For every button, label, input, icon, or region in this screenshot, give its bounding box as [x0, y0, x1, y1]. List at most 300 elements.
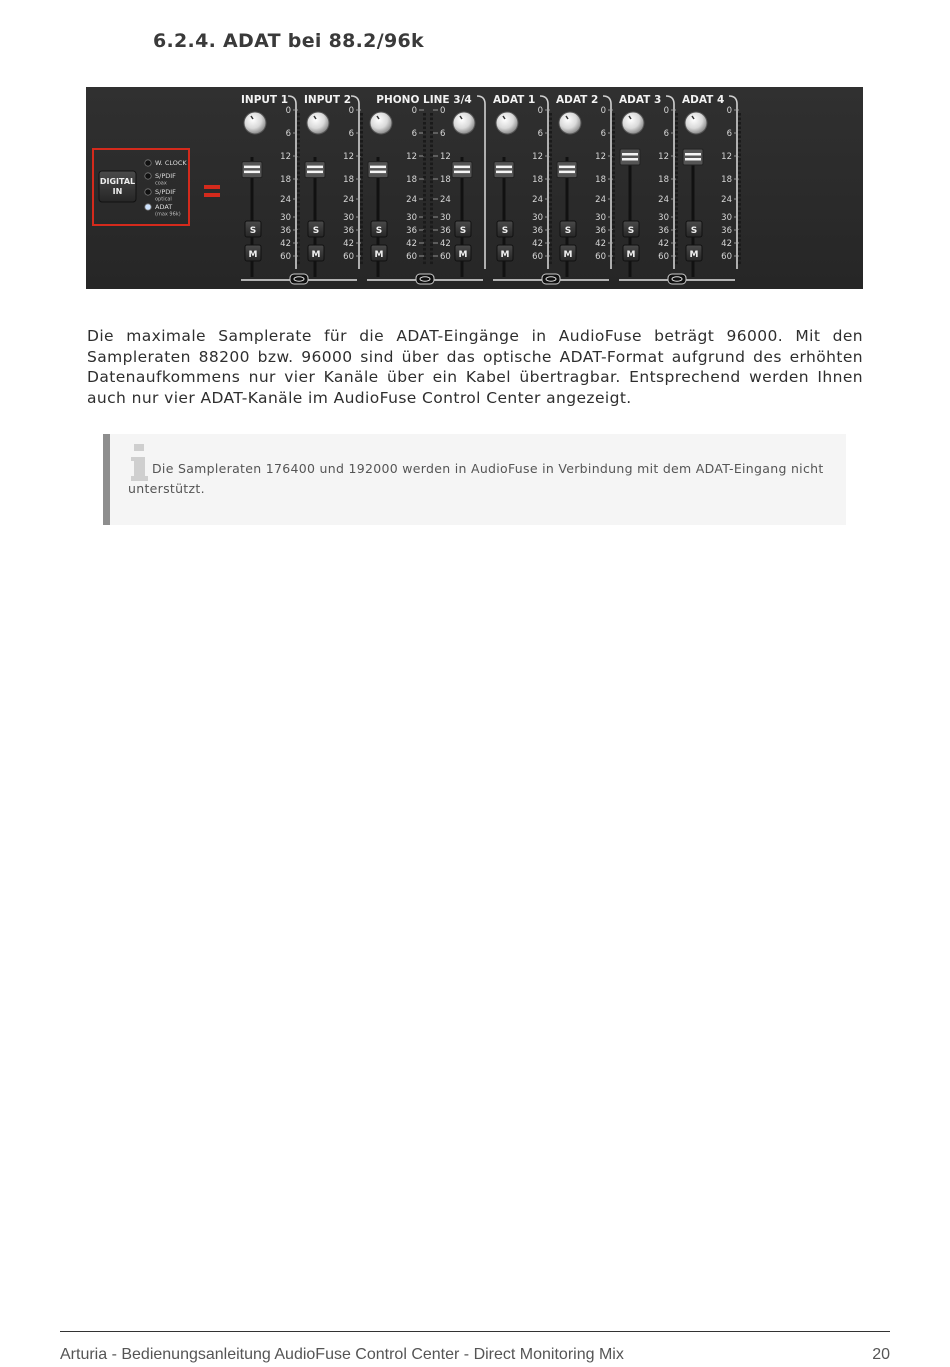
meter-segment: [612, 172, 615, 175]
scale-label: 12: [721, 152, 732, 162]
meter-segment: [549, 149, 552, 152]
meter-segment: [297, 262, 300, 265]
meter-segment: [430, 226, 433, 229]
meter-segment: [612, 239, 615, 242]
channel-label: ADAT 4: [682, 94, 725, 106]
meter-segment: [430, 244, 433, 247]
fader-cap-line: [454, 166, 470, 169]
meter-segment: [297, 208, 300, 211]
meter-segment: [423, 235, 426, 238]
meter-segment: [738, 140, 741, 143]
clock-option-label: S/PDIF: [155, 188, 176, 196]
meter-segment: [549, 226, 552, 229]
scale-label: 0: [348, 106, 354, 116]
meter-segment: [360, 244, 363, 247]
scale-label: 0: [285, 106, 291, 116]
meter-segment: [423, 203, 426, 206]
scale-label: 24: [440, 195, 451, 205]
meter-segment: [297, 257, 300, 260]
clock-option-sublabel: coax: [155, 180, 167, 187]
scale-label: 24: [280, 195, 291, 205]
meter-segment: [423, 262, 426, 265]
meter-segment: [360, 199, 363, 202]
meter-segment: [738, 190, 741, 193]
meter-segment: [360, 248, 363, 251]
meter-segment: [549, 145, 552, 148]
meter-segment: [297, 235, 300, 238]
meter-segment: [423, 131, 426, 134]
gain-knob[interactable]: [307, 112, 329, 134]
meter-segment: [612, 221, 615, 224]
scale-label: 12: [280, 152, 291, 162]
meter-segment: [430, 221, 433, 224]
meter-segment: [430, 118, 433, 121]
scale-label: 42: [280, 239, 291, 249]
meter-segment: [675, 181, 678, 184]
meter-segment: [423, 253, 426, 256]
channel-label: INPUT 1: [241, 94, 289, 106]
meter-segment: [738, 176, 741, 179]
scale-label: 6: [440, 129, 446, 139]
meter-segment: [738, 230, 741, 233]
meter-segment: [297, 190, 300, 193]
meter-segment: [675, 118, 678, 121]
meter-segment: [675, 203, 678, 206]
meter-segment: [360, 203, 363, 206]
scale-label: 36: [406, 226, 417, 236]
link-icon[interactable]: [416, 274, 434, 284]
meter-segment: [738, 163, 741, 166]
meter-segment: [360, 158, 363, 161]
meter-segment: [738, 118, 741, 121]
scale-label: 60: [280, 252, 291, 262]
meter-segment: [549, 122, 552, 125]
mute-label: M: [311, 250, 321, 260]
meter-segment: [675, 190, 678, 193]
clock-option-label: S/PDIF: [155, 172, 176, 180]
meter-segment: [423, 118, 426, 121]
meter-segment: [430, 262, 433, 265]
meter-segment: [675, 158, 678, 161]
meter-segment: [297, 118, 300, 121]
meter-segment: [360, 172, 363, 175]
gain-knob[interactable]: [453, 112, 475, 134]
meter-segment: [430, 172, 433, 175]
scale-label: 36: [595, 226, 606, 236]
meter-segment: [360, 136, 363, 139]
meter-segment: [430, 167, 433, 170]
digital-in-label: IN: [112, 187, 123, 196]
scale-label: 24: [343, 195, 354, 205]
fader-cap-line: [370, 171, 386, 174]
meter-segment: [297, 127, 300, 130]
solo-label: S: [312, 226, 320, 236]
scale-label: 0: [537, 106, 543, 116]
meter-segment: [549, 244, 552, 247]
fader-cap[interactable]: [452, 162, 472, 178]
page-number: 20: [872, 1346, 890, 1363]
meter-segment: [738, 131, 741, 134]
fader-cap-line: [622, 153, 638, 156]
meter-segment: [738, 203, 741, 206]
meter-segment: [360, 176, 363, 179]
meter-segment: [612, 226, 615, 229]
meter-segment: [360, 122, 363, 125]
meter-segment: [738, 181, 741, 184]
meter-segment: [738, 199, 741, 202]
fader-cap[interactable]: [242, 162, 262, 178]
scale-label: 30: [406, 213, 417, 223]
meter-segment: [675, 145, 678, 148]
scale-label: 60: [343, 252, 354, 262]
scale-label: 30: [658, 213, 669, 223]
scale-label: 18: [595, 175, 606, 185]
fader-cap[interactable]: [494, 162, 514, 178]
meter-segment: [360, 262, 363, 265]
meter-segment: [675, 167, 678, 170]
meter-segment: [549, 257, 552, 260]
meter-segment: [738, 226, 741, 229]
scale-label: 42: [721, 239, 732, 249]
scale-label: 30: [440, 213, 451, 223]
scale-label: 0: [663, 106, 669, 116]
meter-segment: [549, 239, 552, 242]
gain-knob[interactable]: [496, 112, 518, 134]
clock-option-led[interactable]: [145, 204, 151, 210]
meter-segment: [297, 248, 300, 251]
meter-segment: [612, 176, 615, 179]
link-icon[interactable]: [542, 274, 560, 284]
meter-segment: [297, 122, 300, 125]
meter-segment: [549, 172, 552, 175]
gain-knob[interactable]: [685, 112, 707, 134]
meter-segment: [549, 140, 552, 143]
meter-segment: [423, 122, 426, 125]
meter-segment: [430, 190, 433, 193]
meter-segment: [612, 122, 615, 125]
meter-segment: [612, 127, 615, 130]
meter-segment: [430, 140, 433, 143]
fader-cap[interactable]: [683, 149, 703, 165]
fader-cap-line: [622, 158, 638, 161]
meter-segment: [612, 208, 615, 211]
mute-label: M: [500, 250, 510, 260]
gain-knob[interactable]: [370, 112, 392, 134]
meter-segment: [297, 140, 300, 143]
channel-label: ADAT 2: [556, 94, 599, 106]
meter-segment: [423, 145, 426, 148]
fader-cap[interactable]: [557, 162, 577, 178]
meter-segment: [297, 149, 300, 152]
meter-segment: [549, 113, 552, 116]
meter-segment: [430, 145, 433, 148]
meter-segment: [549, 235, 552, 238]
meter-segment: [423, 244, 426, 247]
meter-segment: [612, 185, 615, 188]
meter-segment: [738, 262, 741, 265]
channel-group: [556, 94, 615, 277]
meter-segment: [423, 257, 426, 260]
gain-knob[interactable]: [559, 112, 581, 134]
scale-label: 60: [440, 252, 451, 262]
solo-label: S: [690, 226, 698, 236]
scale-label: 24: [721, 195, 732, 205]
meter-segment: [612, 253, 615, 256]
meter-segment: [297, 181, 300, 184]
meter-segment: [738, 185, 741, 188]
meter-segment: [612, 194, 615, 197]
scale-label: 30: [280, 213, 291, 223]
solo-label: S: [627, 226, 635, 236]
meter-segment: [430, 239, 433, 242]
fader-cap-line: [496, 166, 512, 169]
meter-segment: [430, 163, 433, 166]
meter-segment: [612, 244, 615, 247]
fader-cap-line: [307, 171, 323, 174]
meter-segment: [360, 145, 363, 148]
scale-label: 42: [406, 239, 417, 249]
clock-option-led[interactable]: [145, 189, 151, 195]
meter-segment: [549, 131, 552, 134]
meter-segment: [738, 257, 741, 260]
meter-segment: [549, 154, 552, 157]
meter-segment: [612, 190, 615, 193]
meter-segment: [297, 221, 300, 224]
meter-segment: [549, 217, 552, 220]
meter-segment: [423, 127, 426, 130]
meter-segment: [360, 163, 363, 166]
meter-segment: [675, 127, 678, 130]
meter-segment: [738, 221, 741, 224]
meter-segment: [360, 226, 363, 229]
scale-label: 12: [406, 152, 417, 162]
meter-segment: [675, 122, 678, 125]
meter-segment: [430, 176, 433, 179]
meter-segment: [612, 257, 615, 260]
meter-segment: [738, 127, 741, 130]
meter-segment: [675, 176, 678, 179]
scale-label: 36: [532, 226, 543, 236]
meter-segment: [297, 136, 300, 139]
meter-segment: [430, 185, 433, 188]
clock-option-led[interactable]: [145, 160, 151, 166]
meter-segment: [430, 235, 433, 238]
meter-segment: [360, 149, 363, 152]
mute-label: M: [248, 250, 258, 260]
meter-segment: [675, 262, 678, 265]
meter-segment: [612, 154, 615, 157]
footer-divider: [60, 1331, 890, 1332]
meter-segment: [675, 208, 678, 211]
note-text: Die Sampleraten 176400 und 192000 werden in AudioFuse in Verbindung mit dem ADAT-Eingang nicht unterstützt.: [128, 461, 824, 496]
meter-segment: [360, 253, 363, 256]
meter-segment: [297, 217, 300, 220]
meter-segment: [549, 203, 552, 206]
fader-cap[interactable]: [305, 162, 325, 178]
meter-segment: [612, 145, 615, 148]
meter-segment: [297, 185, 300, 188]
scale-label: 24: [658, 195, 669, 205]
meter-segment: [612, 131, 615, 134]
meter-segment: [297, 145, 300, 148]
scale-label: 0: [411, 106, 417, 116]
section-heading: 6.2.4. ADAT bei 88.2/96k: [153, 30, 424, 52]
meter-segment: [297, 113, 300, 116]
link-icon[interactable]: [290, 274, 308, 284]
clock-option-sublabel: optical: [155, 196, 172, 203]
scale-label: 18: [280, 175, 291, 185]
channel-divider: [477, 96, 485, 269]
meter-segment: [675, 149, 678, 152]
meter-segment: [612, 136, 615, 139]
meter-segment: [675, 253, 678, 256]
meter-segment: [738, 248, 741, 251]
fader-cap[interactable]: [620, 149, 640, 165]
gain-knob[interactable]: [244, 112, 266, 134]
link-icon[interactable]: [668, 274, 686, 284]
scale-label: 42: [440, 239, 451, 249]
scale-label: 42: [343, 239, 354, 249]
meter-segment: [738, 122, 741, 125]
meter-segment: [423, 154, 426, 157]
meter-segment: [738, 154, 741, 157]
meter-segment: [549, 208, 552, 211]
meter-segment: [612, 199, 615, 202]
meter-segment: [738, 145, 741, 148]
meter-segment: [675, 131, 678, 134]
meter-segment: [675, 194, 678, 197]
meter-segment: [612, 163, 615, 166]
scale-label: 6: [726, 129, 732, 139]
scale-label: 30: [343, 213, 354, 223]
meter-segment: [360, 194, 363, 197]
meter-segment: [297, 230, 300, 233]
scale-label: 36: [280, 226, 291, 236]
meter-segment: [360, 212, 363, 215]
meter-segment: [738, 194, 741, 197]
scale-label: 36: [343, 226, 354, 236]
meter-segment: [430, 136, 433, 139]
solo-label: S: [564, 226, 572, 236]
meter-segment: [738, 136, 741, 139]
meter-segment: [675, 221, 678, 224]
clock-option-label: W. CLOCK: [155, 159, 187, 167]
meter-segment: [423, 176, 426, 179]
meter-segment: [430, 194, 433, 197]
solo-label: S: [501, 226, 509, 236]
equals-icon: [204, 185, 220, 189]
meter-segment: [675, 172, 678, 175]
meter-segment: [430, 154, 433, 157]
mute-label: M: [374, 250, 384, 260]
meter-segment: [549, 253, 552, 256]
meter-segment: [423, 158, 426, 161]
meter-segment: [675, 217, 678, 220]
meter-segment: [430, 253, 433, 256]
channel-label: PHONO LINE 3/4: [376, 94, 472, 106]
fader-cap-line: [559, 171, 575, 174]
scale-label: 30: [721, 213, 732, 223]
meter-segment: [612, 248, 615, 251]
scale-label: 24: [595, 195, 606, 205]
scale-label: 60: [406, 252, 417, 262]
channel-group: [304, 94, 363, 277]
scale-label: 0: [600, 106, 606, 116]
meter-segment: [675, 248, 678, 251]
mixer-panel: [86, 87, 863, 289]
solo-label: S: [249, 226, 257, 236]
scale-label: 18: [343, 175, 354, 185]
meter-segment: [423, 181, 426, 184]
meter-segment: [675, 154, 678, 157]
meter-segment: [297, 163, 300, 166]
fader-cap-line: [307, 166, 323, 169]
meter-segment: [549, 262, 552, 265]
meter-segment: [549, 248, 552, 251]
scale-label: 0: [440, 106, 446, 116]
clock-option-led[interactable]: [145, 173, 151, 179]
info-note-box: [103, 434, 846, 525]
scale-label: 60: [658, 252, 669, 262]
meter-segment: [612, 113, 615, 116]
scale-label: 24: [406, 195, 417, 205]
meter-segment: [360, 118, 363, 121]
scale-label: 0: [726, 106, 732, 116]
meter-segment: [430, 113, 433, 116]
meter-segment: [738, 217, 741, 220]
meter-segment: [423, 208, 426, 211]
meter-segment: [430, 199, 433, 202]
meter-segment: [423, 217, 426, 220]
meter-segment: [423, 226, 426, 229]
meter-segment: [360, 221, 363, 224]
gain-knob[interactable]: [622, 112, 644, 134]
meter-segment: [430, 217, 433, 220]
meter-segment: [430, 208, 433, 211]
meter-segment: [423, 212, 426, 215]
meter-segment: [423, 199, 426, 202]
meter-segment: [297, 253, 300, 256]
meter-segment: [423, 136, 426, 139]
mute-label: M: [626, 250, 636, 260]
channel-group: [368, 94, 485, 277]
meter-segment: [612, 118, 615, 121]
scale-label: 6: [411, 129, 417, 139]
meter-segment: [430, 248, 433, 251]
channel-label: INPUT 2: [304, 94, 352, 106]
footer-title: Arturia - Bedienungsanleitung AudioFuse Control Center - Direct Monitoring Mix: [60, 1346, 624, 1363]
fader-cap[interactable]: [368, 162, 388, 178]
meter-segment: [423, 163, 426, 166]
meter-segment: [549, 185, 552, 188]
meter-segment: [360, 131, 363, 134]
meter-segment: [675, 163, 678, 166]
scale-label: 18: [532, 175, 543, 185]
fader-cap-line: [685, 158, 701, 161]
meter-segment: [612, 217, 615, 220]
scale-label: 36: [658, 226, 669, 236]
meter-segment: [430, 149, 433, 152]
meter-segment: [675, 113, 678, 116]
meter-segment: [423, 230, 426, 233]
meter-segment: [612, 230, 615, 233]
clock-option-sublabel: (max 96k): [155, 211, 181, 218]
meter-segment: [430, 203, 433, 206]
meter-segment: [360, 181, 363, 184]
meter-segment: [675, 230, 678, 233]
meter-segment: [297, 244, 300, 247]
meter-segment: [612, 212, 615, 215]
